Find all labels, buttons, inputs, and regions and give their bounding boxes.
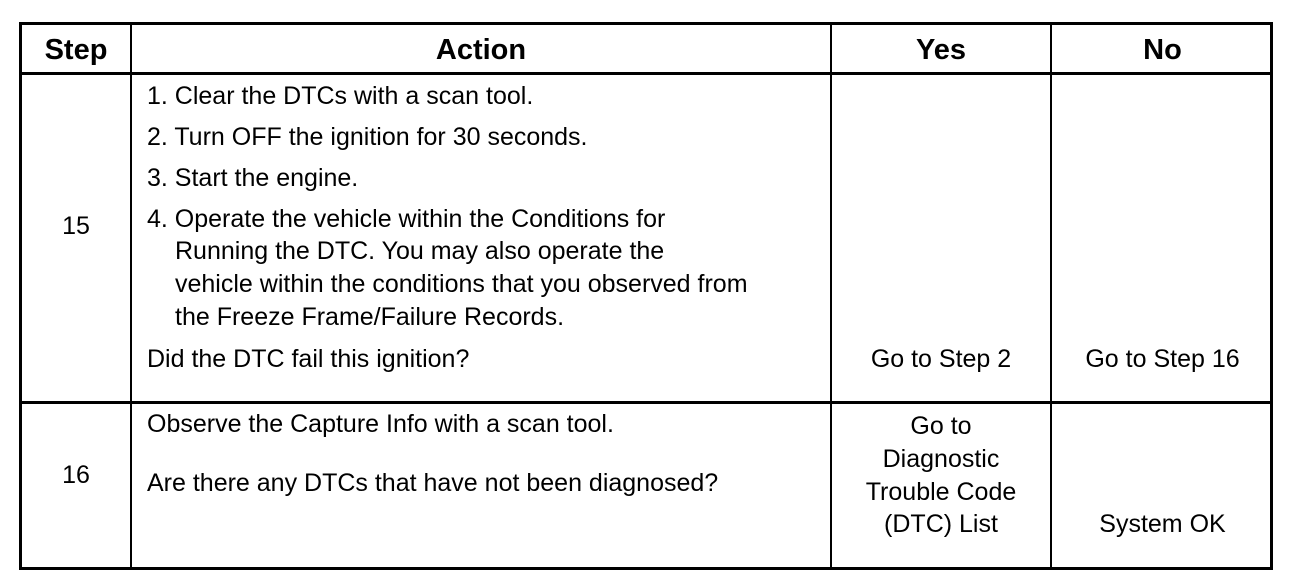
yes-result-line: Trouble Code <box>865 478 1017 506</box>
action-line: 4. Operate the vehicle within the Conditions for <box>147 205 666 233</box>
question-text: Did the DTC fail this ignition? <box>147 345 470 373</box>
action-line: Observe the Capture Info with a scan tool. <box>147 410 614 438</box>
action-line: 2. Turn OFF the ignition for 30 seconds. <box>147 123 588 151</box>
column-divider <box>130 25 132 567</box>
action-line: the Freeze Frame/Failure Records. <box>175 303 565 331</box>
no-result: System OK <box>1099 510 1226 538</box>
column-divider <box>1050 25 1052 567</box>
diagnostic-table <box>19 22 1273 570</box>
step-number: 15 <box>62 212 90 240</box>
no-result: Go to Step 16 <box>1085 345 1240 373</box>
step-number: 16 <box>62 461 90 489</box>
question-text: Are there any DTCs that have not been diagnosed? <box>147 469 719 497</box>
header-yes: Yes <box>916 34 966 66</box>
header-step: Step <box>44 34 108 66</box>
header-no: No <box>1143 34 1182 66</box>
yes-result-line: Go to <box>910 412 972 440</box>
yes-result: Go to Step 2 <box>870 345 1012 373</box>
action-line: 1. Clear the DTCs with a scan tool. <box>147 82 534 110</box>
yes-result-line: Diagnostic <box>882 445 1000 473</box>
action-line: Running the DTC. You may also operate the <box>175 237 665 265</box>
action-line: 3. Start the engine. <box>147 164 359 192</box>
yes-result-line: (DTC) List <box>884 510 998 538</box>
header-action: Action <box>435 34 527 66</box>
action-line: vehicle within the conditions that you observed from <box>175 270 748 298</box>
row-divider <box>22 401 1270 404</box>
